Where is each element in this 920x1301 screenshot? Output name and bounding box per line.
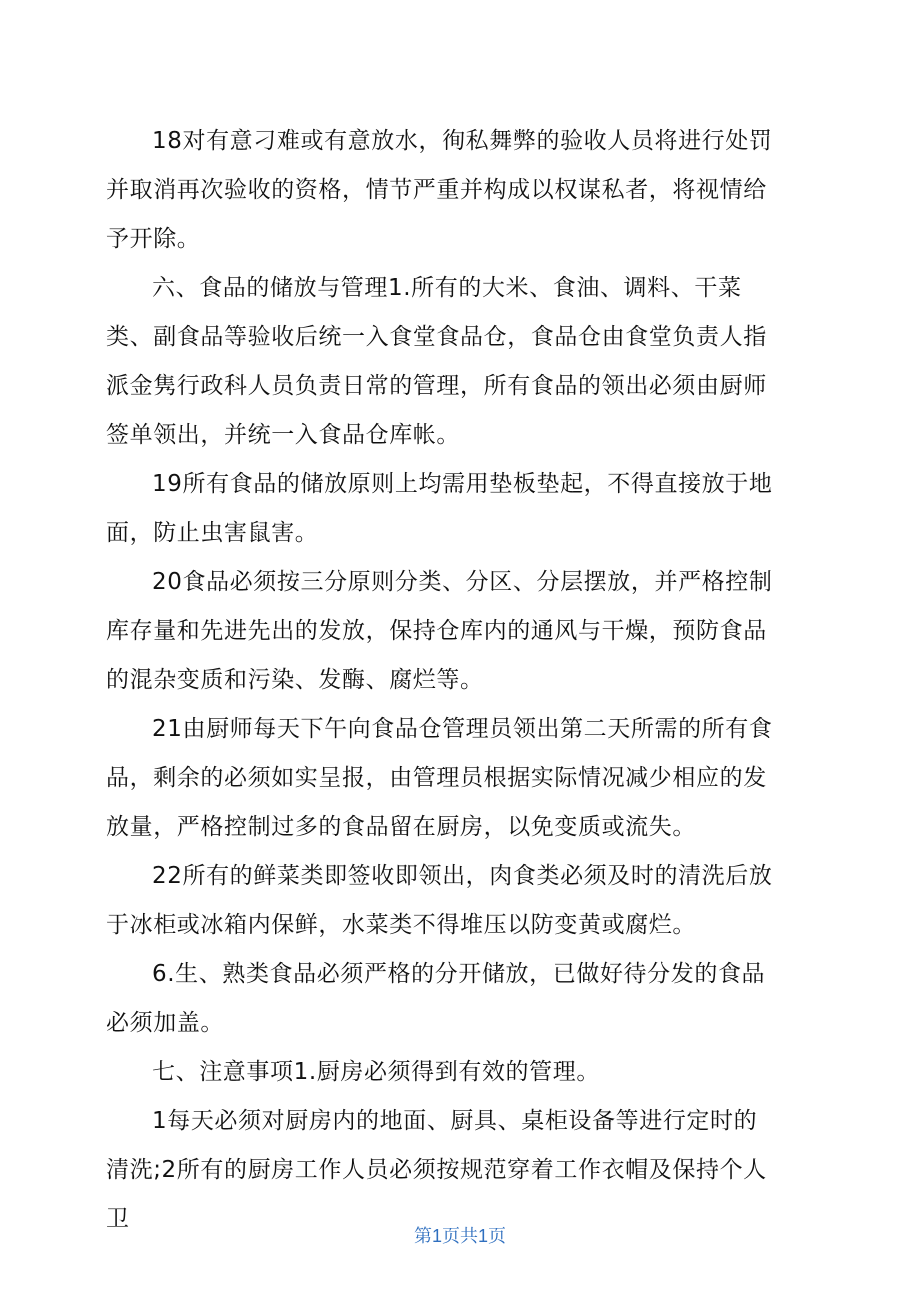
paragraph-5: 21由厨师每天下午向食品仓管理员领出第二天所需的所有食品，剩余的必须如实呈报，由管理员根据实际情况减少相应的发放量，严格控制过多的食品留在厨房，以免变质或流失。 — [106, 716, 773, 840]
document-body — [106, 117, 776, 1244]
paragraph-4: 20食品必须按三分原则分类、分区、分层摆放，并严格控制库存量和先进先出的发放，保持仓库内的通风与干燥，预防食品的混杂变质和污染、发酶、腐烂等。 — [106, 569, 773, 693]
page-number-footer: 第1页共1页 — [413, 1226, 507, 1246]
paragraph-6: 22所有的鲜菜类即签收即领出，肉食类必须及时的清洗后放于冰柜或冰箱内保鲜，水菜类不得堆压以防变黄或腐烂。 — [106, 863, 773, 938]
paragraph-8: 七、注意事项1.厨房必须得到有效的管理。 — [152, 1059, 600, 1085]
paragraph-1: 18对有意刁难或有意放水，徇私舞弊的验收人员将进行处罚并取消再次验收的资格，情节严重并构成以权谋私者，将视情给予开除。 — [106, 128, 773, 252]
paragraph-9: 1每天必须对厨房内的地面、厨具、桌柜设备等进行定时的清洗;2所有的厨房工作人员必须按规范穿着工作衣帽及保持个人卫 — [106, 1108, 767, 1232]
paragraph-2: 六、食品的储放与管理1.所有的大米、食油、调料、干菜类、副食品等验收后统一入食堂食品仓，食品仓由食堂负责人指派金隽行政科人员负责日常的管理，所有食品的领出必须由厨师签单领出，并统一入食品仓库帐。 — [106, 275, 767, 448]
paragraph-7: 6.生、熟类食品必须严格的分开储放，已做好待分发的食品必须加盖。 — [106, 961, 766, 1036]
paragraph-3: 19所有食品的储放原则上均需用垫板垫起，不得直接放于地面，防止虫害鼠害。 — [106, 471, 773, 546]
